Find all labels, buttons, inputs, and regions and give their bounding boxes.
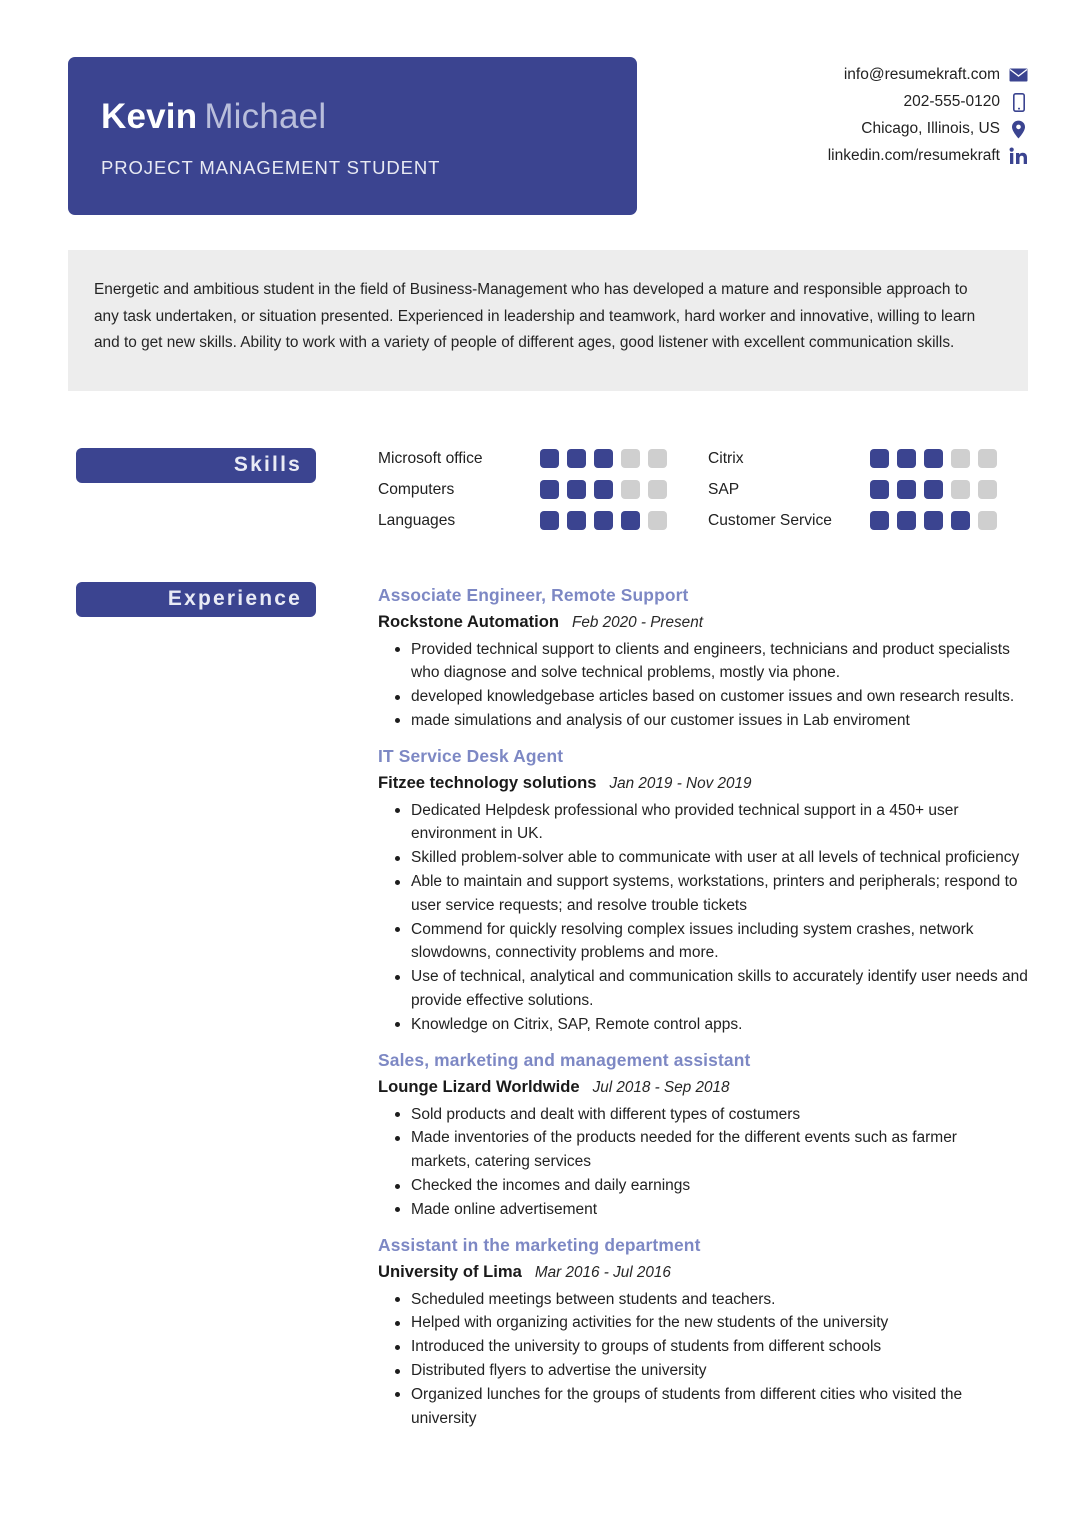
- rating-dot-empty: [978, 480, 997, 499]
- job-bullet: made simulations and analysis of our customer issues in Lab enviroment: [378, 709, 1018, 733]
- rating-dot-empty: [951, 449, 970, 468]
- job-title: IT Service Desk Agent: [378, 745, 564, 766]
- job-company: Rockstone Automation: [378, 611, 559, 631]
- rating-dot-filled: [621, 511, 640, 530]
- skill-label: Computers: [378, 480, 455, 498]
- envelope-icon: [1009, 66, 1028, 85]
- linkedin-icon: [1009, 147, 1028, 166]
- job-meta: [378, 609, 1028, 636]
- job-bullet: Made online advertisement: [378, 1198, 1018, 1222]
- skill-rating: [540, 511, 667, 530]
- experience-entry: [378, 1047, 1028, 1222]
- rating-dot-filled: [924, 449, 943, 468]
- rating-dot-filled: [567, 511, 586, 530]
- skill-label: Citrix: [708, 449, 744, 467]
- job-title: Associate Engineer, Remote Support: [378, 584, 689, 605]
- first-name: Kevin: [101, 97, 198, 136]
- rating-dot-empty: [621, 449, 640, 468]
- rating-dot-filled: [924, 480, 943, 499]
- contact-linkedin-text: linkedin.com/resumekraft: [827, 147, 1000, 164]
- job-bullet: Helped with organizing activities for the new students of the university: [378, 1311, 1028, 1335]
- rating-dot-empty: [648, 480, 667, 499]
- job-bullets: [378, 799, 1028, 1037]
- skill-label: SAP: [708, 480, 740, 498]
- rating-dot-filled: [540, 480, 559, 499]
- job-bullet: Introduced the university to groups of students from different schools: [378, 1335, 1028, 1359]
- rating-dot-filled: [897, 480, 916, 499]
- full-name: [101, 95, 637, 139]
- rating-dot-filled: [870, 480, 889, 499]
- job-bullet: Organized lunches for the groups of students from different cities who visited the university: [378, 1383, 1028, 1431]
- job-meta: [378, 770, 1028, 797]
- skill-item: [708, 448, 1028, 470]
- summary-section: [68, 250, 1028, 391]
- job-bullet: Use of technical, analytical and communication skills to accurately identify user needs and provide effective solutions.: [378, 965, 1028, 1013]
- experience-entry: [378, 743, 1028, 1037]
- job-dates: Feb 2020 - Present: [572, 613, 703, 631]
- rating-dot-filled: [567, 449, 586, 468]
- skill-item: [378, 510, 708, 532]
- job-bullet: Provided technical support to clients and engineers, technicians and product specialists who diagnose and solve technical problems, mostly via phone.: [378, 638, 1018, 686]
- experience-section-badge: Experience: [76, 582, 316, 617]
- skills-section-badge: Skills: [76, 448, 316, 483]
- job-meta: [378, 1259, 1028, 1286]
- rating-dot-filled: [870, 449, 889, 468]
- contact-phone-text: 202-555-0120: [903, 93, 1000, 110]
- job-bullet: Distributed flyers to advertise the university: [378, 1359, 1028, 1383]
- rating-dot-empty: [621, 480, 640, 499]
- headline-job-title: PROJECT MANAGEMENT STUDENT: [101, 157, 441, 178]
- name-banner: [68, 57, 637, 215]
- skills-section: [0, 448, 1086, 532]
- job-title: Assistant in the marketing department: [378, 1234, 701, 1255]
- skill-rating: [870, 480, 997, 499]
- rating-dot-filled: [594, 449, 613, 468]
- skill-item: [708, 510, 1028, 532]
- contact-item-email[interactable]: [844, 65, 1028, 85]
- mobile-phone-icon: [1009, 93, 1028, 112]
- contact-item-linkedin[interactable]: [828, 146, 1028, 166]
- skill-rating: [540, 449, 667, 468]
- resume-header: [0, 0, 1086, 215]
- job-bullet: Commend for quickly resolving complex issues including system crashes, network slowdowns, connectivity problems and more.: [378, 918, 1028, 966]
- skills-grid: [378, 448, 1028, 532]
- location-pin-icon: [1009, 120, 1028, 139]
- rating-dot-filled: [567, 480, 586, 499]
- skill-label: Microsoft office: [378, 449, 483, 467]
- job-title: Sales, marketing and management assistant: [378, 1049, 751, 1070]
- last-name: Michael: [204, 97, 327, 136]
- experience-entry: [378, 582, 1028, 733]
- experience-entry: [378, 1232, 1028, 1431]
- rating-dot-filled: [594, 511, 613, 530]
- rating-dot-filled: [594, 480, 613, 499]
- rating-dot-filled: [951, 511, 970, 530]
- job-bullets: [378, 1288, 1028, 1431]
- rating-dot-filled: [870, 511, 889, 530]
- job-bullet: Able to maintain and support systems, workstations, printers and peripherals; respond to user service requests; and resolve trouble tickets: [378, 870, 1028, 918]
- rating-dot-empty: [648, 511, 667, 530]
- job-bullets: [378, 1103, 1028, 1222]
- job-bullet: Skilled problem-solver able to communicate with user at all levels of technical proficiency: [378, 846, 1028, 870]
- job-bullet: Made inventories of the products needed for the different events such as farmer markets, catering services: [378, 1126, 1018, 1174]
- contact-location-text: Chicago, Illinois, US: [861, 120, 1000, 137]
- rating-dot-filled: [540, 511, 559, 530]
- skill-rating: [870, 449, 997, 468]
- job-meta: [378, 1074, 1028, 1101]
- job-bullet: Sold products and dealt with different types of costumers: [378, 1103, 1018, 1127]
- rating-dot-filled: [540, 449, 559, 468]
- skill-rating: [870, 511, 997, 530]
- skill-rating: [540, 480, 667, 499]
- skill-label: Languages: [378, 511, 456, 529]
- contact-list: [828, 57, 1028, 166]
- rating-dot-empty: [978, 449, 997, 468]
- job-company: University of Lima: [378, 1261, 522, 1281]
- job-company: Lounge Lizard Worldwide: [378, 1076, 580, 1096]
- rating-dot-filled: [924, 511, 943, 530]
- summary-text: Energetic and ambitious student in the field of Business-Management who has developed a mature and responsible approach to any task undertaken, or situation presented. Experienced in leadership and teamwork, hard worker and innovative, willing to learn and to get new skills. Ability to work with a variety of people of different ages, good listener with excellent communication skills.: [94, 281, 976, 351]
- contact-item-phone[interactable]: [903, 92, 1028, 112]
- job-bullet: Dedicated Helpdesk professional who provided technical support in a 450+ user environment in UK.: [378, 799, 1028, 847]
- job-dates: Mar 2016 - Jul 2016: [534, 1263, 671, 1281]
- skill-item: [378, 479, 708, 501]
- skill-label: Customer Service: [708, 511, 832, 529]
- rating-dot-filled: [897, 449, 916, 468]
- rating-dot-empty: [978, 511, 997, 530]
- job-company: Fitzee technology solutions: [378, 772, 597, 792]
- experience-section: [0, 582, 1086, 1441]
- job-bullet: Scheduled meetings between students and teachers.: [378, 1288, 1028, 1312]
- skill-item: [708, 479, 1028, 501]
- job-bullets: [378, 638, 1028, 733]
- skill-item: [378, 448, 708, 470]
- rating-dot-empty: [648, 449, 667, 468]
- job-bullet: developed knowledgebase articles based on customer issues and own research results.: [378, 685, 1018, 709]
- contact-item-location[interactable]: [861, 119, 1028, 139]
- job-dates: Jan 2019 - Nov 2019: [609, 774, 752, 792]
- rating-dot-empty: [951, 480, 970, 499]
- job-dates: Jul 2018 - Sep 2018: [592, 1078, 730, 1096]
- job-bullet: Checked the incomes and daily earnings: [378, 1174, 1018, 1198]
- contact-email-text: info@resumekraft.com: [843, 66, 1000, 83]
- rating-dot-filled: [897, 511, 916, 530]
- experience-list: [316, 582, 1028, 1441]
- job-bullet: Knowledge on Citrix, SAP, Remote control apps.: [378, 1013, 1028, 1037]
